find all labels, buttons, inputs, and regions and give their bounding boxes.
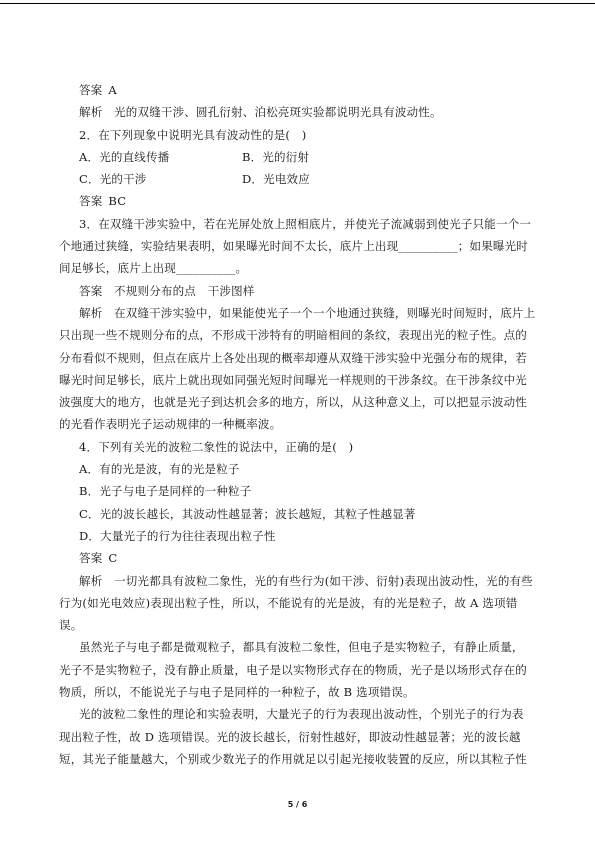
answer-q2 — [59, 190, 545, 212]
question-4-option-b: B．光子与电子是同样的一种粒子 — [79, 484, 252, 499]
analysis-q3-line-4: 曝光时间足够长，底片上就出现如同强光短时间曝光一样规则的干涉条纹。在干涉条纹中光 — [59, 372, 527, 387]
answer-q1 — [59, 79, 545, 101]
analysis-q4-p2-line-2: 光子不是实物粒子，没有静止质量，电子是以实物形式存在的物质，光子是以场形式存在的 — [59, 662, 527, 677]
option-c: C．光的干涉 — [79, 172, 147, 187]
analysis-q4-p1-line-1: 解析 一切光都具有波粒二象性，光的有些行为(如干涉、衍射)表现出波动性，光的有些 — [79, 573, 533, 588]
page-number: 5 / 6 — [287, 800, 308, 809]
question-2-options-row-2 — [59, 168, 545, 190]
question-4-option-d: D．大量光子的行为往往表现出粒子性 — [79, 528, 276, 543]
analysis-q4-p1-line-2: 行为(如光电效应)表现出粒子性，所以，不能说有的光是波，有的光是粒子，故 A 选项错 — [59, 595, 518, 610]
answer-q4 — [59, 547, 545, 569]
analysis-q3-line-3: 分布看似不规则，但点在底片上各处出现的概率却遵从双缝干涉实验中光强分布的规律，若 — [59, 350, 527, 365]
analysis-q4-p3-line-3: 短，其光子能量越大，个别或少数光子的作用就足以引起光接收装置的反应，所以其粒子性 — [59, 751, 527, 766]
option-a: A．光的直线传播 — [79, 149, 170, 164]
question-2-options-row-1 — [59, 146, 545, 168]
answer-label: 答案 — [79, 83, 103, 97]
answer-q3: 答案 不规则分布的点 干涉图样 — [79, 283, 255, 298]
question-3-line-3: 间足够长，底片上出现__________。 — [59, 261, 248, 276]
answer-value: A — [108, 83, 117, 97]
question-4-option-a: A．有的光是波，有的光是粒子 — [79, 462, 240, 477]
option-b: B．光的衍射 — [242, 149, 310, 164]
question-2-stem: 2．在下列现象中说明光具有波动性的是( ) — [79, 127, 307, 142]
analysis-q4-p3-line-2: 现出粒子性，故 D 选项错误。光的波长越长，衍射性越好，即波动性越显著；光的波长越 — [59, 729, 521, 744]
analysis-q1: 解析 光的双缝干涉、圆孔衍射、泊松亮斑实验都说明光具有波动性。 — [79, 105, 442, 120]
document-body — [59, 79, 545, 770]
answer-label: 答案 — [79, 551, 103, 566]
answer-value: C — [108, 551, 118, 566]
analysis-q3-line-6: 的光看作表明光子运动规律的一种概率波。 — [59, 417, 282, 432]
analysis-q3-line-5: 波强度大的地方，也就是光子到达机会多的地方，所以，从这种意义上，可以把显示波动性 — [59, 395, 527, 410]
question-4-option-c: C．光的波长越长，其波动性越显著；波长越短，其粒子性越显著 — [79, 506, 416, 521]
question-4-stem: 4．下列有关光的波粒二象性的说法中，正确的是( ) — [79, 439, 354, 454]
analysis-q4-p1-line-3: 误。 — [59, 618, 83, 633]
analysis-q4-p2-line-1: 虽然光子与电子都是微观粒子，都具有波粒二象性，但电子是实物粒子，有静止质量， — [79, 640, 524, 655]
question-3-line-1: 3．在双缝干涉实验中，若在光屏处放上照相底片，并使光子流减弱到使光子只能一个一 — [79, 216, 532, 231]
question-3-line-2: 个地通过狭缝，实验结果表明，如果曝光时间不太长，底片上出现__________；如果曝光时 — [59, 239, 528, 254]
answer-label: 答案 — [79, 194, 103, 209]
analysis-q4-p3-line-1: 光的波粒二象性的理论和实验表明，大量光子的行为表现出波动性，个别光子的行为表 — [79, 707, 524, 722]
analysis-q4-p2-line-3: 物质，所以，不能说光子与电子是同样的一种粒子，故 B 选项错误。 — [59, 685, 415, 700]
analysis-q3-line-1: 解析 在双缝干涉实验中，如果能使光子一个一个地通过狭缝，则曝光时间短时，底片上 — [79, 305, 536, 320]
top-rule — [0, 3, 595, 4]
option-d: D．光电效应 — [242, 172, 310, 187]
answer-value: BC — [108, 194, 127, 209]
analysis-q3-line-2: 只出现一些不规则分布的点，不形成干涉特有的明暗相间的条纹，表现出光的粒子性。点的 — [59, 328, 527, 343]
